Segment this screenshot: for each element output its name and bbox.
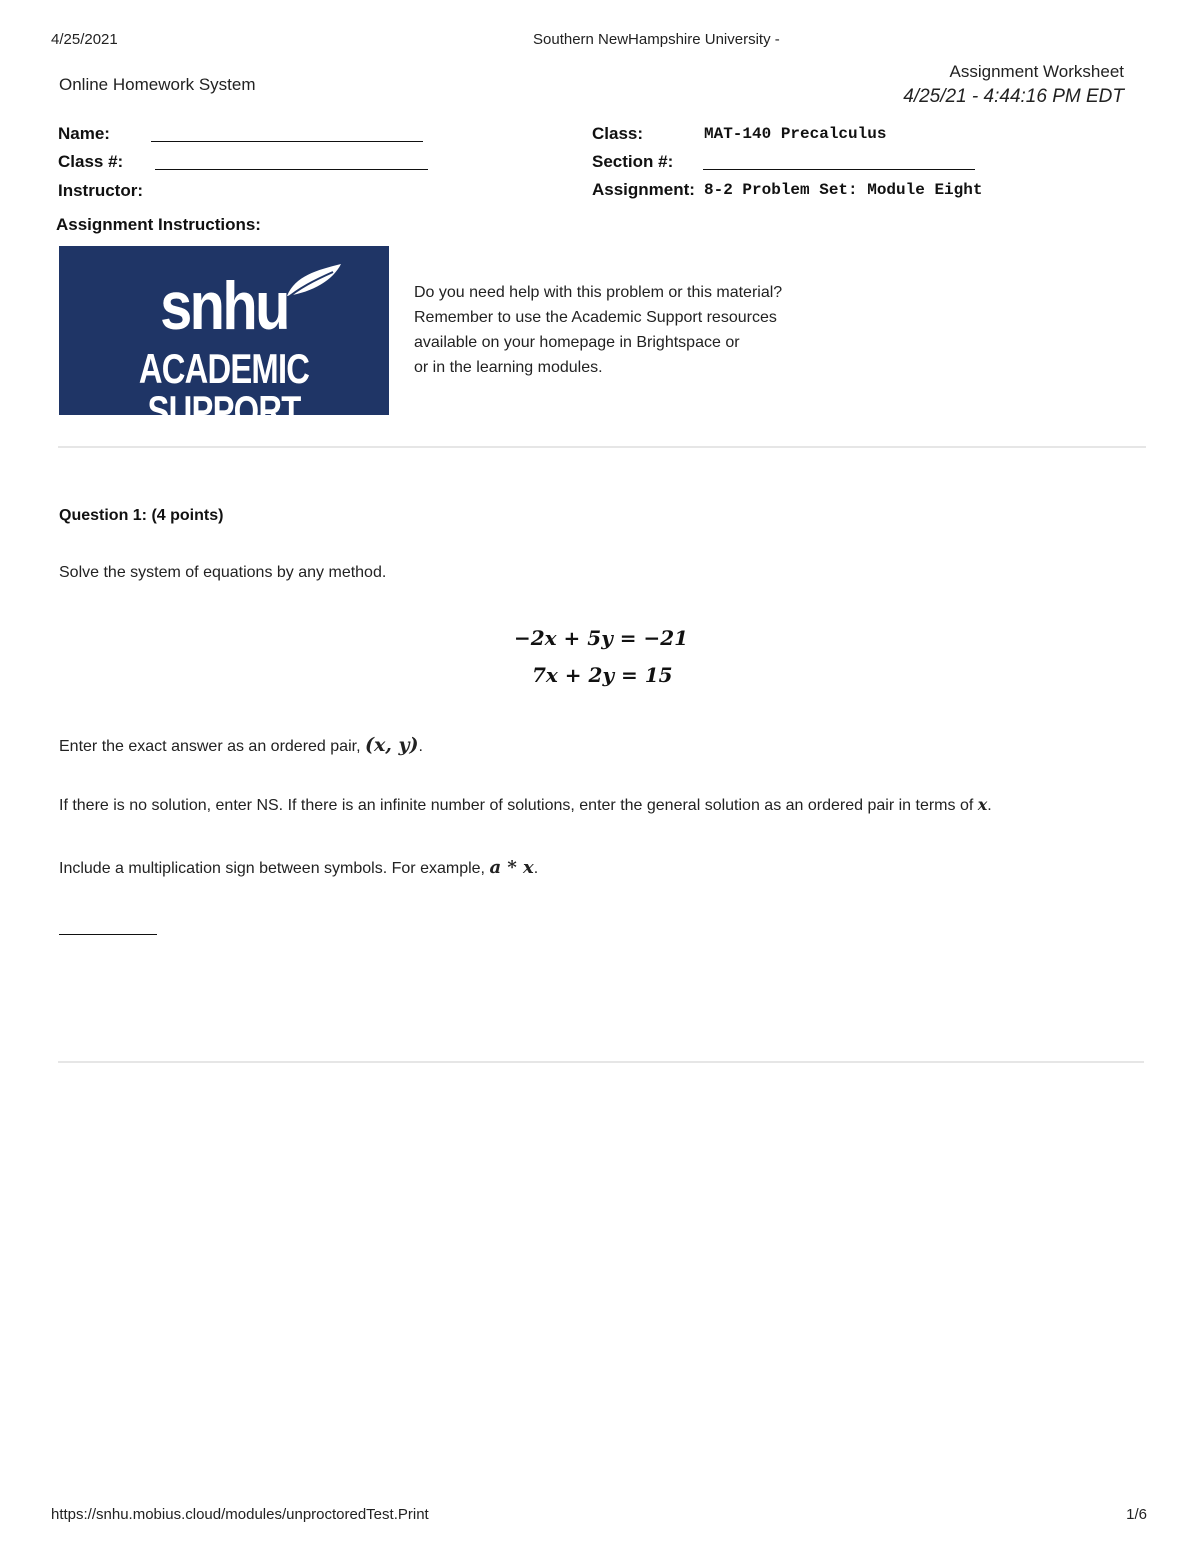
print-date: 4/25/2021 bbox=[51, 31, 118, 48]
section-label: Section #: bbox=[592, 152, 674, 171]
name-blank-line bbox=[151, 141, 423, 142]
logo-academic-support-text: ACADEMIC SUPPORT bbox=[138, 345, 310, 434]
no-solution-text: If there is no solution, enter NS. If there is an infinite number of solutions, enter the general solution as an ordered pair in terms of bbox=[59, 797, 978, 814]
help-line: Do you need help with this problem or this material? bbox=[414, 284, 783, 301]
multiplication-instruction: Include a multiplication sign between symbols. For example, a * x. bbox=[59, 857, 539, 878]
question-title: Question 1: (4 points) bbox=[59, 507, 224, 524]
equation-1: −2x + 5y = −21 bbox=[514, 626, 689, 650]
question-prompt: Solve the system of equations by any method. bbox=[59, 564, 387, 581]
section-blank-line bbox=[703, 169, 975, 170]
assignment-value: 8-2 Problem Set: Module Eight bbox=[704, 181, 983, 199]
equation-2: 7x + 2y = 15 bbox=[532, 663, 673, 687]
help-line: available on your homepage in Brightspace or bbox=[414, 334, 740, 351]
print-site-title: Southern NewHampshire University - bbox=[533, 31, 780, 48]
class-value: MAT-140 Precalculus bbox=[704, 125, 887, 143]
multiplication-text: Include a multiplication sign between symbols. For example, bbox=[59, 860, 490, 877]
question-divider bbox=[58, 1061, 1144, 1063]
answer-blank-line[interactable] bbox=[59, 934, 157, 935]
help-line: Remember to use the Academic Support resources bbox=[414, 309, 777, 326]
worksheet-datetime: 4/25/21 - 4:44:16 PM EDT bbox=[903, 86, 1124, 107]
worksheet-title: Assignment Worksheet bbox=[949, 62, 1124, 81]
help-text bbox=[414, 280, 782, 380]
no-solution-instruction: If there is no solution, enter NS. If there is an infinite number of solutions, enter the general solution as an ordered pair in terms of x. bbox=[59, 795, 992, 814]
class-number-label: Class #: bbox=[58, 152, 124, 171]
ordered-pair-text: Enter the exact answer as an ordered pair, bbox=[59, 738, 365, 755]
logo-snhu-text: snhu bbox=[160, 268, 288, 344]
academic-support-logo bbox=[59, 246, 389, 434]
ordered-pair-math: (x, y) bbox=[364, 734, 419, 756]
section-divider bbox=[58, 446, 1146, 448]
name-label: Name: bbox=[58, 124, 110, 143]
assignment-label: Assignment: bbox=[592, 180, 695, 199]
system-name: Online Homework System bbox=[59, 75, 256, 94]
instructor-label: Instructor: bbox=[58, 181, 143, 200]
multiplication-example: a * x bbox=[489, 857, 534, 878]
footer-page-number: 1/6 bbox=[1126, 1506, 1147, 1523]
help-line: or in the learning modules. bbox=[414, 359, 603, 376]
no-solution-variable: x bbox=[977, 795, 988, 814]
ordered-pair-instruction: Enter the exact answer as an ordered pair, (x, y). bbox=[59, 734, 423, 756]
instructions-heading: Assignment Instructions: bbox=[56, 215, 261, 234]
footer-url: https://snhu.mobius.cloud/modules/unproctoredTest.Print bbox=[51, 1506, 429, 1523]
class-label: Class: bbox=[592, 124, 644, 143]
class-number-blank-line bbox=[155, 169, 428, 170]
